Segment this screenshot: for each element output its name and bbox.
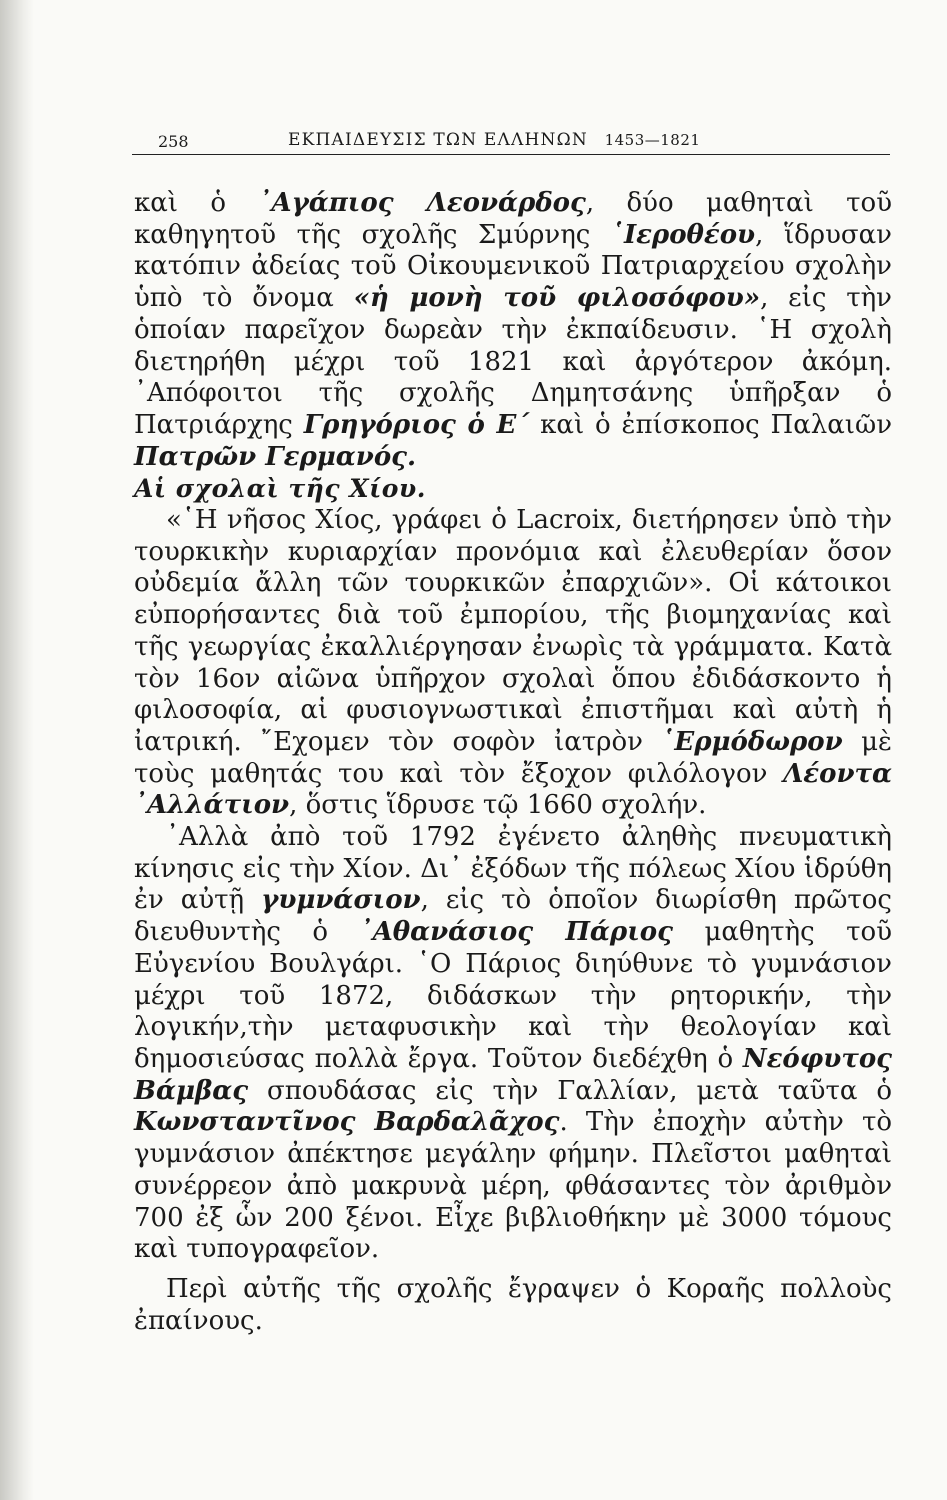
bold-name: Γρηγόριος ὁ Ε΄ bbox=[303, 409, 530, 440]
page-body bbox=[134, 188, 892, 1337]
bold-name: ᾿Αγάπιος Λεονάρδος bbox=[258, 188, 586, 218]
bold-name: ῾Ιεροθέου bbox=[610, 219, 756, 250]
text-run: καὶ ὁ bbox=[134, 188, 259, 218]
bold-name: ᾿Αθανάσιος Πάριος bbox=[359, 917, 673, 948]
section-heading: Αἱ σχολαὶ τῆς Χίου. bbox=[134, 474, 426, 504]
bold-name: «ἡ μονὴ τοῦ φιλοσόφου» bbox=[353, 283, 761, 314]
bold-name: Λέοντα ᾿Αλλάτιον bbox=[134, 758, 892, 821]
running-header bbox=[132, 130, 890, 155]
text-run: καὶ ὁ ἐπίσκοπος Παλαιῶν bbox=[529, 409, 892, 440]
bold-name: γυμνάσιον bbox=[261, 885, 421, 916]
header-dates: 1453—1821 bbox=[604, 131, 701, 149]
text-run: «῾Η νῆσος Χίος, γράφει ὁ Lacroix, διετήρησεν ὑπὸ τὴν τουρκικὴν κυριαρχίαν προνόμια καὶ ἐλευθερίαν ὅσον οὐδεμία ἄλλη τῶν τουρκικῶν ἐπαρχιῶν». Οἱ κάτοικοι εὐπορήσαντες διὰ τοῦ ἐμπορίου, τῆς βιομηχανίας καὶ τῆς γεωργίας ἐκαλλιέργησαν ἐνωρὶς τὰ γράμματα. Κατὰ τὸν 16ον αἰῶνα ὑπῆρχον σχολαὶ ὅπου ἐδιδάσκοντο ἡ φιλοσοφία, αἱ φυσιογνωστικαὶ ἐπιστῆμαι καὶ αὐτὴ ἡ ἰατρική. ῎Εχομεν τὸν σοφὸν ἰατρὸν bbox=[134, 505, 892, 757]
paragraph-2 bbox=[134, 505, 892, 822]
paragraph-3 bbox=[134, 822, 892, 1266]
text-run: , εἰς τὴν ὁποίαν παρεῖχον δωρεὰν τὴν ἐκπαίδευσιν. ῾Η σχολὴ διετηρήθη μέχρι τοῦ 1821 καὶ ἀργότερον ἀκόμη. ᾿Απόφοιτοι τῆς σχολῆς Δημητσάνης ὑπῆρξαν ὁ Πατριάρχης bbox=[134, 283, 892, 440]
text-run: σπουδάσας εἰς τὴν Γαλλίαν, μετὰ ταῦτα ὁ bbox=[248, 1075, 892, 1106]
paragraph-4: Περὶ αὐτῆς τῆς σχολῆς ἔγραψεν ὁ Κοραῆς πολλοὺς ἐπαίνους. bbox=[134, 1273, 892, 1336]
bold-name: Νεόφυτος Βάμβας bbox=[134, 1043, 892, 1106]
bold-name: Κωνσταντῖνος Βαρδαλᾶχος bbox=[134, 1107, 560, 1138]
text-run: , ἵδρυσαν κατόπιν ἀδείας τοῦ Οἰκουμενικοῦ Πατριαρχείου σχολὴν ὑπὸ τὸ ὄνομα bbox=[134, 219, 892, 314]
page-number: 258 bbox=[158, 132, 189, 151]
text-run: μαθητὴς τοῦ Εὐγενίου Βουλγάρι. ῾Ο Πάριος διηύθυνε τὸ γυμνάσιον μέχρι τοῦ 1872, διδάσκων τὴν ρητορικήν, τὴν λογικήν,τὴν μεταφυσικὴν καὶ τὴν θεολογίαν καὶ δημοσιεύσας πολλὰ ἔργα. Τοῦτον διεδέχθη ὁ bbox=[134, 917, 893, 1074]
book-spine-shadow bbox=[0, 0, 34, 1500]
header-title: ΕΚΠΑΙΔΕΥΣΙΣ ΤΩΝ ΕΛΛΗΝΩΝ bbox=[288, 130, 588, 150]
text-run: , δύο μαθηταὶ τοῦ καθηγητοῦ τῆς σχολῆς Σμύρνης bbox=[134, 188, 892, 250]
text-run: μὲ τοὺς μαθητάς του καὶ τὸν ἔξοχον φιλόλογον bbox=[134, 726, 892, 789]
bold-name: Πατρῶν Γερμανός. bbox=[134, 441, 417, 472]
text-run: , ὅστις ἵδρυσε τῷ 1660 σχολήν. bbox=[289, 790, 707, 821]
text-run: ᾿Αλλὰ ἀπὸ τοῦ 1792 ἐγένετο ἀληθὴς πνευματικὴ κίνησις εἰς τὴν Χίον. Δι᾿ ἐξόδων τῆς πόλεως Χίου ἱδρύθη ἐν αὐτῇ bbox=[134, 822, 892, 916]
text-run: , εἰς τὸ ὁποῖον διωρίσθη πρῶτος διευθυντὴς ὁ bbox=[134, 885, 892, 948]
paragraph-1 bbox=[134, 188, 892, 473]
bold-name: ῾Ερμόδωρον bbox=[661, 726, 843, 757]
text-run: . Τὴν ἐποχὴν αὐτὴν τὸ γυμνάσιον ἀπέκτησε μεγάλην φήμην. Πλεῖστοι μαθηταὶ συνέρρεον ἀπὸ μακρυνὰ μέρη, φθάσαντες τὸν ἀριθμὸν 700 ἐξ ὧν 200 ξένοι. Εἶχε βιβλιοθήκην μὲ 3000 τόμους καὶ τυπογραφεῖον. bbox=[134, 1107, 892, 1265]
